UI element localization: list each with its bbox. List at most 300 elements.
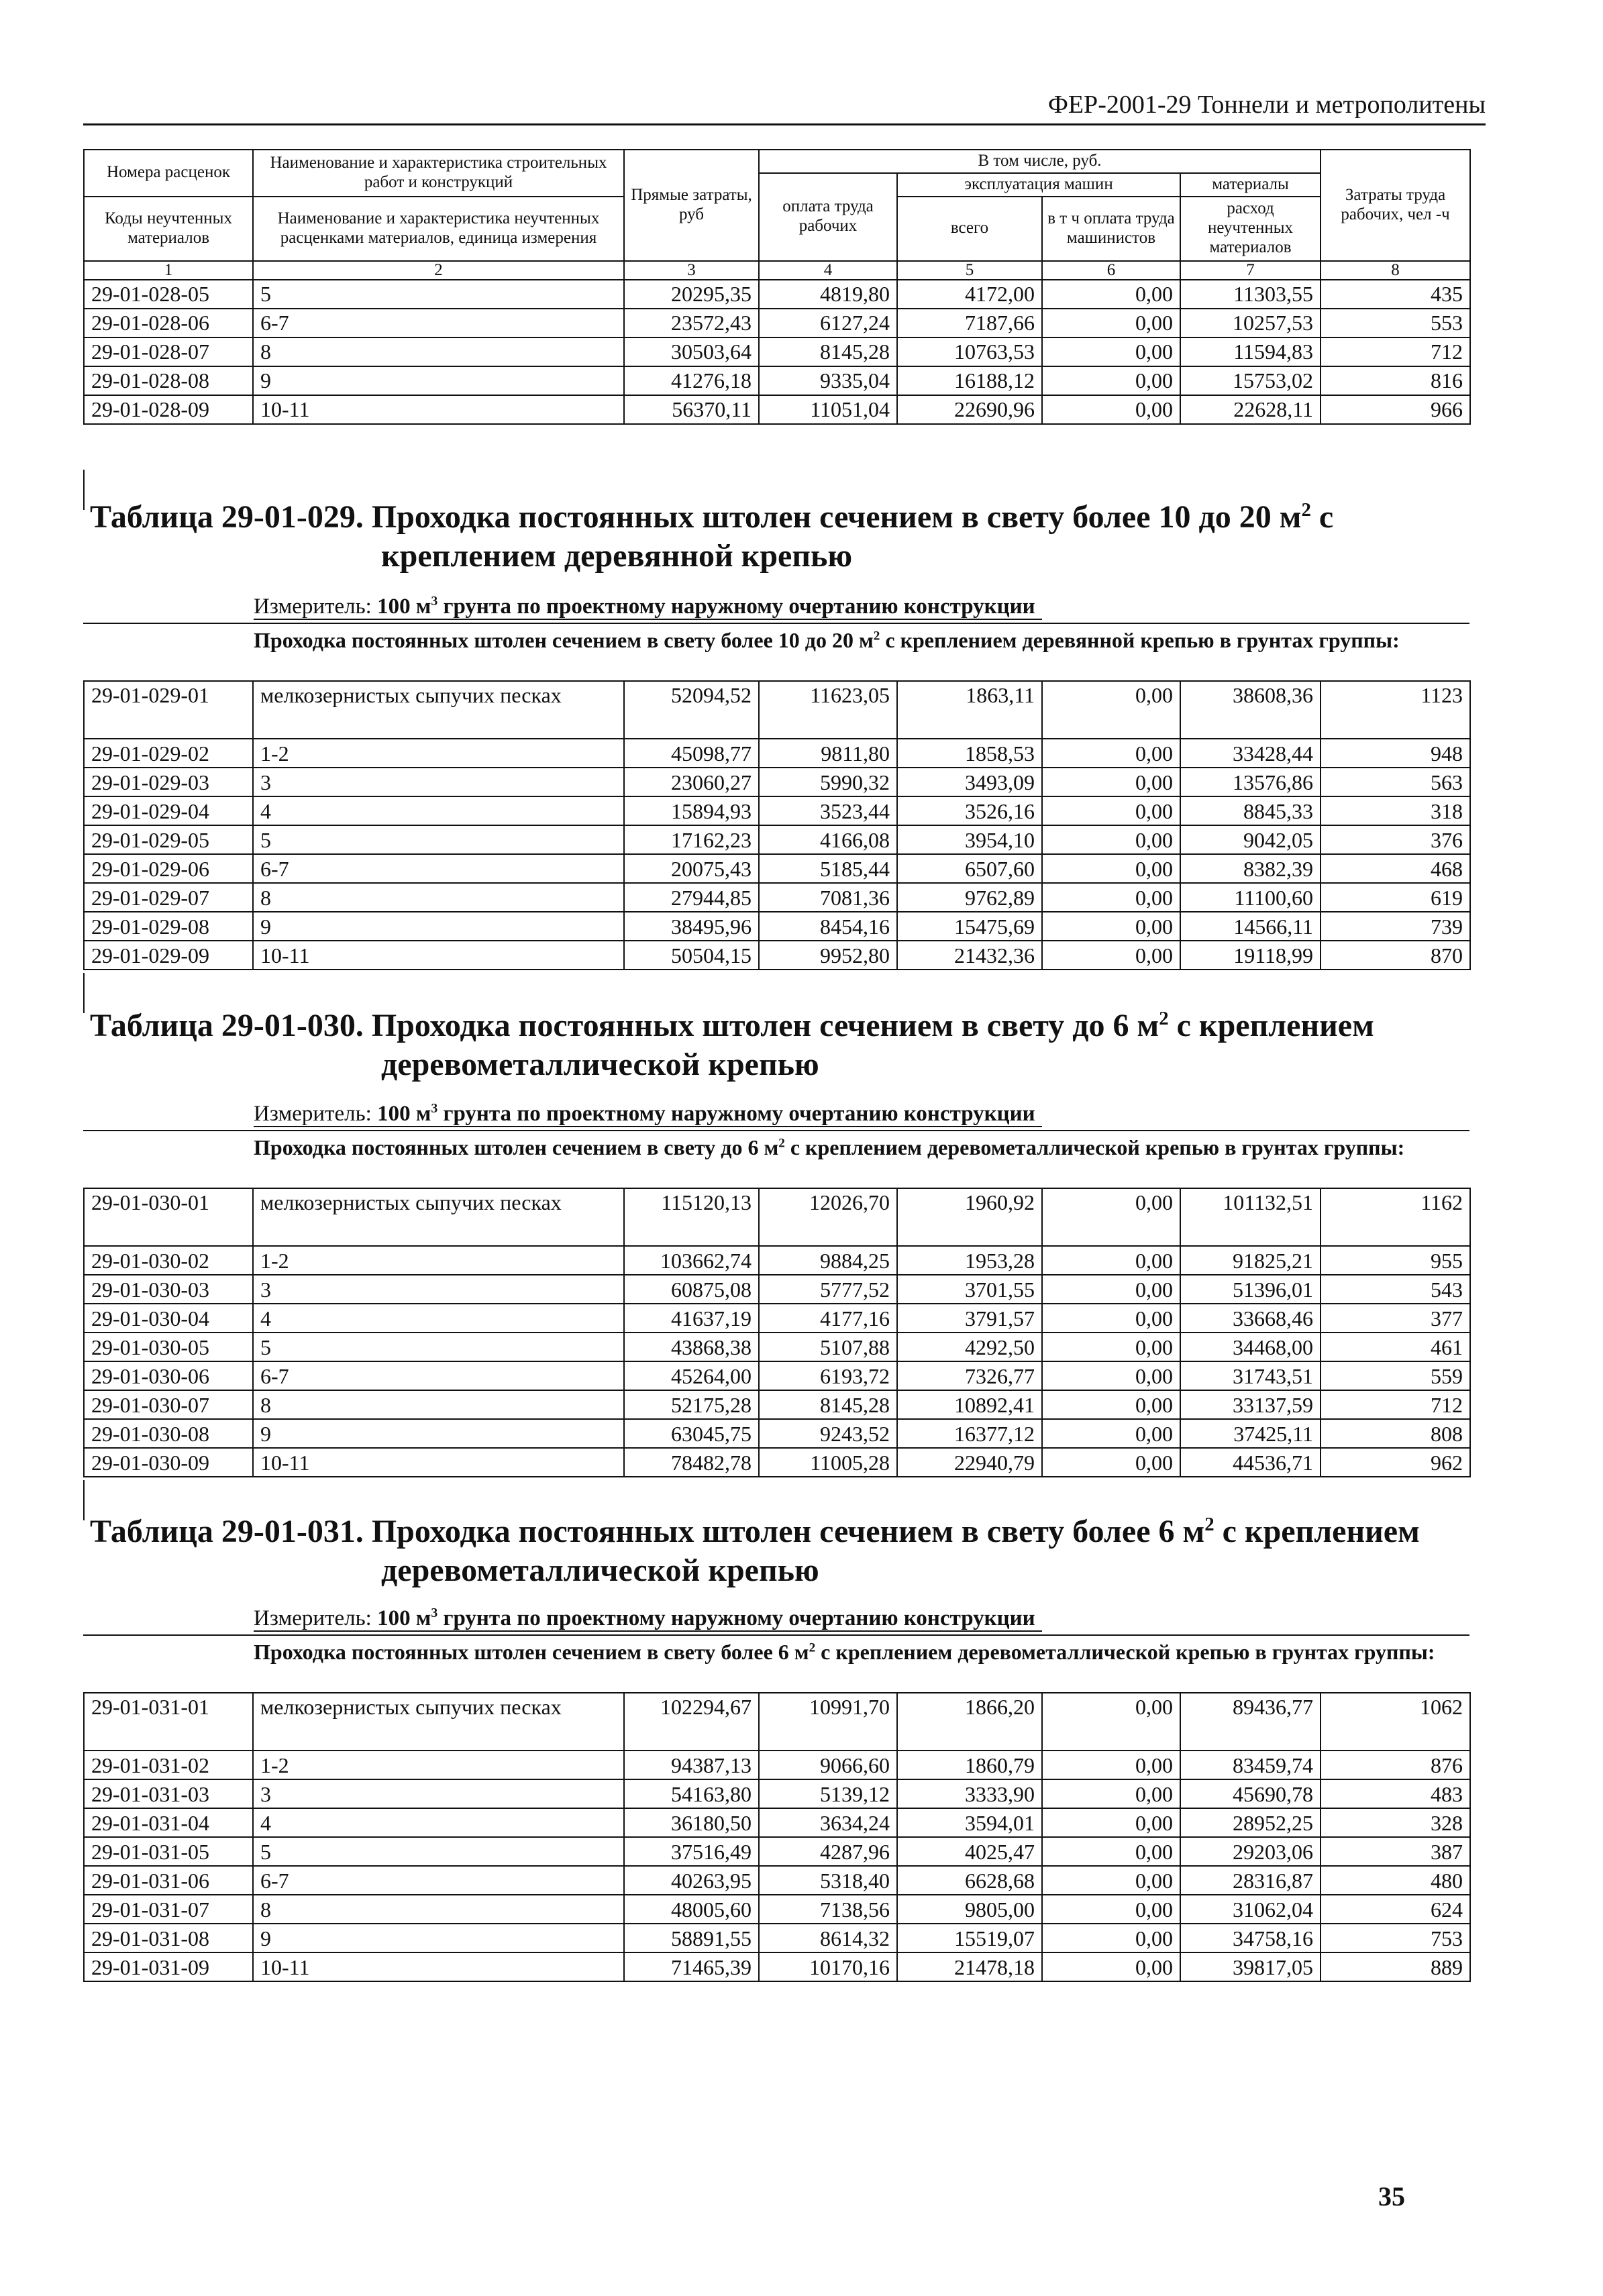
value-cell: 1953,28 <box>897 1246 1042 1275</box>
value-cell: 468 <box>1321 854 1470 883</box>
value-cell: 41637,19 <box>624 1304 759 1333</box>
value-cell: 3634,24 <box>759 1808 897 1837</box>
value-cell: 0,00 <box>1042 1333 1180 1361</box>
value-cell: 45098,77 <box>624 739 759 768</box>
value-cell: 7326,77 <box>897 1361 1042 1390</box>
value-cell: 712 <box>1321 337 1470 366</box>
name-cell: 9 <box>253 366 624 395</box>
table-row <box>84 1693 1470 1751</box>
value-cell: 28952,25 <box>1180 1808 1321 1837</box>
rate-code-cell: 29-01-031-03 <box>84 1779 253 1808</box>
column-number: 1 <box>84 261 253 280</box>
rate-code-cell: 29-01-028-08 <box>84 366 253 395</box>
name-cell: мелкозернистых сыпучих песках <box>253 681 624 739</box>
table-row <box>84 309 1470 337</box>
value-cell: 1123 <box>1321 681 1470 739</box>
table-029 <box>83 680 1471 970</box>
value-cell: 1863,11 <box>897 681 1042 739</box>
col-group-including: В том числе, руб. <box>759 150 1321 173</box>
value-cell: 0,00 <box>1042 1751 1180 1779</box>
value-cell: 3954,10 <box>897 825 1042 854</box>
value-cell: 8614,32 <box>759 1924 897 1952</box>
name-cell: 6-7 <box>253 309 624 337</box>
value-cell: 3791,57 <box>897 1304 1042 1333</box>
name-cell: 4 <box>253 1304 624 1333</box>
value-cell: 3523,44 <box>759 796 897 825</box>
value-cell: 948 <box>1321 739 1470 768</box>
table-030 <box>83 1188 1471 1477</box>
value-cell: 0,00 <box>1042 1808 1180 1837</box>
name-cell: 6-7 <box>253 1866 624 1895</box>
value-cell: 89436,77 <box>1180 1693 1321 1751</box>
value-cell: 17162,23 <box>624 825 759 854</box>
value-cell: 0,00 <box>1042 366 1180 395</box>
value-cell: 1960,92 <box>897 1188 1042 1246</box>
value-cell: 0,00 <box>1042 681 1180 739</box>
value-cell: 94387,13 <box>624 1751 759 1779</box>
value-cell: 5318,40 <box>759 1866 897 1895</box>
value-cell: 4292,50 <box>897 1333 1042 1361</box>
value-cell: 0,00 <box>1042 1952 1180 1981</box>
name-cell: 4 <box>253 796 624 825</box>
value-cell: 0,00 <box>1042 309 1180 337</box>
table-row <box>84 912 1470 941</box>
value-cell: 11623,05 <box>759 681 897 739</box>
name-cell: 9 <box>253 1924 624 1952</box>
value-cell: 7187,66 <box>897 309 1042 337</box>
value-cell: 962 <box>1321 1448 1470 1477</box>
value-cell: 553 <box>1321 309 1470 337</box>
name-cell: 8 <box>253 1895 624 1924</box>
value-cell: 9811,80 <box>759 739 897 768</box>
name-cell: 8 <box>253 883 624 912</box>
value-cell: 0,00 <box>1042 1779 1180 1808</box>
value-cell: 0,00 <box>1042 1361 1180 1390</box>
column-number: 7 <box>1180 261 1321 280</box>
value-cell: 5139,12 <box>759 1779 897 1808</box>
col-worker-pay: оплата труда рабочих <box>759 173 897 261</box>
value-cell: 0,00 <box>1042 1188 1180 1246</box>
table-row <box>84 1895 1470 1924</box>
col-work-name: Наименование и характеристика строительных работ и конструкций <box>253 150 624 197</box>
value-cell: 36180,50 <box>624 1808 759 1837</box>
name-cell: 5 <box>253 825 624 854</box>
value-cell: 103662,74 <box>624 1246 759 1275</box>
value-cell: 4287,96 <box>759 1837 897 1866</box>
name-cell: 10-11 <box>253 941 624 970</box>
value-cell: 30503,64 <box>624 337 759 366</box>
measurement-unit: Измеритель: 100 $м^3$ грунта по проектному наружному очертанию конструкции <box>254 593 1035 620</box>
value-cell: 28316,87 <box>1180 1866 1321 1895</box>
rate-code-cell: 29-01-030-03 <box>84 1275 253 1304</box>
column-numbers-row <box>84 261 1470 280</box>
value-cell: 11594,83 <box>1180 337 1321 366</box>
name-cell: 5 <box>253 280 624 309</box>
column-header-table <box>83 149 1471 425</box>
value-cell: 0,00 <box>1042 1895 1180 1924</box>
rate-code-cell: 29-01-030-07 <box>84 1390 253 1419</box>
column-number: 4 <box>759 261 897 280</box>
col-labor-hours: Затраты труда рабочих, чел -ч <box>1321 150 1470 261</box>
value-cell: 15475,69 <box>897 912 1042 941</box>
value-cell: 9066,60 <box>759 1751 897 1779</box>
name-cell: мелкозернистых сыпучих песках <box>253 1188 624 1246</box>
name-cell: 9 <box>253 1419 624 1448</box>
table-border <box>83 470 85 510</box>
value-cell: 0,00 <box>1042 1246 1180 1275</box>
value-cell: 7081,36 <box>759 883 897 912</box>
col-machinist-pay: в т ч оплата труда машинистов <box>1042 197 1180 261</box>
value-cell: 34468,00 <box>1180 1333 1321 1361</box>
value-cell: 15519,07 <box>897 1924 1042 1952</box>
value-cell: 9335,04 <box>759 366 897 395</box>
measurement-unit: Измеритель: 100 $м^3$ грунта по проектному наружному очертанию конструкции <box>254 1100 1035 1127</box>
value-cell: 56370,11 <box>624 395 759 424</box>
value-cell: 483 <box>1321 1779 1470 1808</box>
value-cell: 22940,79 <box>897 1448 1042 1477</box>
rate-code-cell: 29-01-031-01 <box>84 1693 253 1751</box>
table-row <box>84 280 1470 309</box>
value-cell: 33137,59 <box>1180 1390 1321 1419</box>
table-title: Таблица 29-01-030. Проходка постоянных штолен сечением в свету до 6 $м^2$ с креплением деревометаллической крепью <box>90 1008 1374 1082</box>
value-cell: 21432,36 <box>897 941 1042 970</box>
rate-code-cell: 29-01-029-05 <box>84 825 253 854</box>
col-material-consumption: расход неучтенных материалов <box>1180 197 1321 261</box>
value-cell: 27944,85 <box>624 883 759 912</box>
value-cell: 44536,71 <box>1180 1448 1321 1477</box>
value-cell: 876 <box>1321 1751 1470 1779</box>
name-cell: 3 <box>253 768 624 796</box>
value-cell: 45690,78 <box>1180 1779 1321 1808</box>
value-cell: 13576,86 <box>1180 768 1321 796</box>
value-cell: 16188,12 <box>897 366 1042 395</box>
value-cell: 712 <box>1321 1390 1470 1419</box>
table-row <box>84 1751 1470 1779</box>
table-title: Таблица 29-01-029. Проходка постоянных штолен сечением в свету более 10 до 20 $м^2$ с креплением деревянной крепью <box>90 499 1334 574</box>
value-cell: 31743,51 <box>1180 1361 1321 1390</box>
rate-code-cell: 29-01-028-09 <box>84 395 253 424</box>
value-cell: 31062,04 <box>1180 1895 1321 1924</box>
name-cell: 6-7 <box>253 854 624 883</box>
rate-code-cell: 29-01-029-04 <box>84 796 253 825</box>
value-cell: 0,00 <box>1042 912 1180 941</box>
rate-code-cell: 29-01-031-09 <box>84 1952 253 1981</box>
value-cell: 8845,33 <box>1180 796 1321 825</box>
column-number: 8 <box>1321 261 1470 280</box>
value-cell: 808 <box>1321 1419 1470 1448</box>
value-cell: 3493,09 <box>897 768 1042 796</box>
value-cell: 563 <box>1321 768 1470 796</box>
value-cell: 0,00 <box>1042 883 1180 912</box>
value-cell: 8454,16 <box>759 912 897 941</box>
table-row <box>84 681 1470 739</box>
rate-code-cell: 29-01-028-06 <box>84 309 253 337</box>
rate-code-cell: 29-01-031-05 <box>84 1837 253 1866</box>
col-group-machines: эксплуатация машин <box>897 173 1180 197</box>
name-cell: 10-11 <box>253 395 624 424</box>
value-cell: 624 <box>1321 1895 1470 1924</box>
page-number: 35 <box>1378 2181 1405 2211</box>
value-cell: 4177,16 <box>759 1304 897 1333</box>
value-cell: 377 <box>1321 1304 1470 1333</box>
rate-code-cell: 29-01-030-06 <box>84 1361 253 1390</box>
value-cell: 21478,18 <box>897 1952 1042 1981</box>
rate-code-cell: 29-01-029-06 <box>84 854 253 883</box>
value-cell: 0,00 <box>1042 1924 1180 1952</box>
rate-code-cell: 29-01-031-06 <box>84 1866 253 1895</box>
value-cell: 0,00 <box>1042 941 1180 970</box>
value-cell: 10892,41 <box>897 1390 1042 1419</box>
value-cell: 816 <box>1321 366 1470 395</box>
table-row <box>84 854 1470 883</box>
value-cell: 10170,16 <box>759 1952 897 1981</box>
value-cell: 1860,79 <box>897 1751 1042 1779</box>
table-row <box>84 366 1470 395</box>
table-row <box>84 1419 1470 1448</box>
value-cell: 11303,55 <box>1180 280 1321 309</box>
document-title: ФЕР-2001-29 Тоннели и метрополитены <box>1047 91 1486 119</box>
value-cell: 91825,21 <box>1180 1246 1321 1275</box>
work-group-heading: Проходка постоянных штолен сечением в свету до 6 $м^2$ с креплением деревометаллической крепью в грунтах группы: <box>254 1135 1405 1159</box>
value-cell: 40263,95 <box>624 1866 759 1895</box>
table-row <box>84 1275 1470 1304</box>
rate-code-cell: 29-01-030-01 <box>84 1188 253 1246</box>
value-cell: 11005,28 <box>759 1448 897 1477</box>
table-row <box>84 1837 1470 1866</box>
rate-code-cell: 29-01-029-03 <box>84 768 253 796</box>
value-cell: 12026,70 <box>759 1188 897 1246</box>
value-cell: 23060,27 <box>624 768 759 796</box>
col-material-name: Наименование и характеристика неучтенных расценками материалов, единица измерения <box>253 197 624 261</box>
value-cell: 543 <box>1321 1275 1470 1304</box>
value-cell: 3526,16 <box>897 796 1042 825</box>
column-number: 2 <box>253 261 624 280</box>
value-cell: 4172,00 <box>897 280 1042 309</box>
table-row <box>84 739 1470 768</box>
value-cell: 9243,52 <box>759 1419 897 1448</box>
work-group-heading: Проходка постоянных штолен сечением в свету более 10 до 20 $м^2$ с креплением деревянной крепью в грунтах группы: <box>254 628 1400 652</box>
value-cell: 52094,52 <box>624 681 759 739</box>
value-cell: 10763,53 <box>897 337 1042 366</box>
value-cell: 328 <box>1321 1808 1470 1837</box>
name-cell: 4 <box>253 1808 624 1837</box>
value-cell: 1866,20 <box>897 1693 1042 1751</box>
value-cell: 0,00 <box>1042 739 1180 768</box>
value-cell: 102294,67 <box>624 1693 759 1751</box>
name-cell: 5 <box>253 1837 624 1866</box>
value-cell: 101132,51 <box>1180 1188 1321 1246</box>
table-row <box>84 796 1470 825</box>
value-cell: 7138,56 <box>759 1895 897 1924</box>
rate-code-cell: 29-01-031-08 <box>84 1924 253 1952</box>
value-cell: 50504,15 <box>624 941 759 970</box>
value-cell: 8382,39 <box>1180 854 1321 883</box>
value-cell: 0,00 <box>1042 337 1180 366</box>
value-cell: 1858,53 <box>897 739 1042 768</box>
value-cell: 6127,24 <box>759 309 897 337</box>
value-cell: 45264,00 <box>624 1361 759 1390</box>
table-row <box>84 1448 1470 1477</box>
rate-code-cell: 29-01-028-05 <box>84 280 253 309</box>
name-cell: 9 <box>253 912 624 941</box>
table-row <box>84 1304 1470 1333</box>
value-cell: 48005,60 <box>624 1895 759 1924</box>
value-cell: 739 <box>1321 912 1470 941</box>
value-cell: 376 <box>1321 825 1470 854</box>
table-row <box>84 1779 1470 1808</box>
value-cell: 0,00 <box>1042 1693 1180 1751</box>
table-row <box>84 825 1470 854</box>
name-cell: 5 <box>253 1333 624 1361</box>
rate-code-cell: 29-01-029-08 <box>84 912 253 941</box>
value-cell: 6507,60 <box>897 854 1042 883</box>
table-row <box>84 1808 1470 1837</box>
value-cell: 5185,44 <box>759 854 897 883</box>
name-cell: мелкозернистых сыпучих песках <box>253 1693 624 1751</box>
rate-code-cell: 29-01-030-04 <box>84 1304 253 1333</box>
rate-code-cell: 29-01-030-08 <box>84 1419 253 1448</box>
running-header <box>83 86 1486 125</box>
value-cell: 8145,28 <box>759 1390 897 1419</box>
col-material-codes: Коды неучтенных материалов <box>84 197 253 261</box>
value-cell: 9805,00 <box>897 1895 1042 1924</box>
work-group-heading: Проходка постоянных штолен сечением в свету более 6 $м^2$ с креплением деревометаллической крепью в грунтах группы: <box>254 1640 1435 1664</box>
value-cell: 3333,90 <box>897 1779 1042 1808</box>
value-cell: 9762,89 <box>897 883 1042 912</box>
value-cell: 11051,04 <box>759 395 897 424</box>
value-cell: 461 <box>1321 1333 1470 1361</box>
value-cell: 29203,06 <box>1180 1837 1321 1866</box>
value-cell: 37516,49 <box>624 1837 759 1866</box>
col-direct-costs: Прямые затраты, руб <box>624 150 759 261</box>
value-cell: 6628,68 <box>897 1866 1042 1895</box>
table-row <box>84 941 1470 970</box>
value-cell: 33428,44 <box>1180 739 1321 768</box>
value-cell: 0,00 <box>1042 1448 1180 1477</box>
name-cell: 1-2 <box>253 1751 624 1779</box>
rate-code-cell: 29-01-031-04 <box>84 1808 253 1837</box>
value-cell: 38608,36 <box>1180 681 1321 739</box>
value-cell: 0,00 <box>1042 1866 1180 1895</box>
value-cell: 4819,80 <box>759 280 897 309</box>
value-cell: 38495,96 <box>624 912 759 941</box>
value-cell: 14566,11 <box>1180 912 1321 941</box>
value-cell: 9884,25 <box>759 1246 897 1275</box>
value-cell: 870 <box>1321 941 1470 970</box>
value-cell: 480 <box>1321 1866 1470 1895</box>
table-031 <box>83 1692 1471 1982</box>
value-cell: 6193,72 <box>759 1361 897 1390</box>
value-cell: 71465,39 <box>624 1952 759 1981</box>
table-title: Таблица 29-01-031. Проходка постоянных штолен сечением в свету более 6 $м^2$ с креплением деревометаллической крепью <box>90 1514 1420 1588</box>
rate-code-cell: 29-01-030-02 <box>84 1246 253 1275</box>
value-cell: 9952,80 <box>759 941 897 970</box>
value-cell: 16377,12 <box>897 1419 1042 1448</box>
value-cell: 20075,43 <box>624 854 759 883</box>
value-cell: 8145,28 <box>759 337 897 366</box>
value-cell: 0,00 <box>1042 768 1180 796</box>
value-cell: 19118,99 <box>1180 941 1321 970</box>
table-row <box>84 337 1470 366</box>
column-number: 5 <box>897 261 1042 280</box>
value-cell: 22690,96 <box>897 395 1042 424</box>
value-cell: 60875,08 <box>624 1275 759 1304</box>
value-cell: 753 <box>1321 1924 1470 1952</box>
value-cell: 39817,05 <box>1180 1952 1321 1981</box>
name-cell: 1-2 <box>253 739 624 768</box>
value-cell: 41276,18 <box>624 366 759 395</box>
value-cell: 1062 <box>1321 1693 1470 1751</box>
rate-code-cell: 29-01-029-01 <box>84 681 253 739</box>
value-cell: 10991,70 <box>759 1693 897 1751</box>
value-cell: 37425,11 <box>1180 1419 1321 1448</box>
value-cell: 4166,08 <box>759 825 897 854</box>
value-cell: 10257,53 <box>1180 309 1321 337</box>
name-cell: 8 <box>253 337 624 366</box>
column-number: 3 <box>624 261 759 280</box>
table-row <box>84 768 1470 796</box>
value-cell: 966 <box>1321 395 1470 424</box>
col-rate-numbers: Номера расценок <box>84 150 253 197</box>
table-row <box>84 1390 1470 1419</box>
value-cell: 3701,55 <box>897 1275 1042 1304</box>
rate-code-cell: 29-01-031-07 <box>84 1895 253 1924</box>
table-row <box>84 1333 1470 1361</box>
value-cell: 23572,43 <box>624 309 759 337</box>
value-cell: 43868,38 <box>624 1333 759 1361</box>
value-cell: 115120,13 <box>624 1188 759 1246</box>
value-cell: 0,00 <box>1042 1419 1180 1448</box>
value-cell: 52175,28 <box>624 1390 759 1419</box>
name-cell: 8 <box>253 1390 624 1419</box>
rate-code-cell: 29-01-028-07 <box>84 337 253 366</box>
name-cell: 3 <box>253 1779 624 1808</box>
value-cell: 33668,46 <box>1180 1304 1321 1333</box>
rate-code-cell: 29-01-029-02 <box>84 739 253 768</box>
value-cell: 34758,16 <box>1180 1924 1321 1952</box>
value-cell: 5777,52 <box>759 1275 897 1304</box>
table-row <box>84 1866 1470 1895</box>
value-cell: 0,00 <box>1042 1304 1180 1333</box>
name-cell: 10-11 <box>253 1448 624 1477</box>
value-cell: 51396,01 <box>1180 1275 1321 1304</box>
rate-code-cell: 29-01-031-02 <box>84 1751 253 1779</box>
value-cell: 3594,01 <box>897 1808 1042 1837</box>
value-cell: 0,00 <box>1042 854 1180 883</box>
value-cell: 1162 <box>1321 1188 1470 1246</box>
value-cell: 5990,32 <box>759 768 897 796</box>
value-cell: 63045,75 <box>624 1419 759 1448</box>
name-cell: 1-2 <box>253 1246 624 1275</box>
table-row <box>84 1952 1470 1981</box>
table-row <box>84 1188 1470 1246</box>
value-cell: 435 <box>1321 280 1470 309</box>
value-cell: 9042,05 <box>1180 825 1321 854</box>
rate-code-cell: 29-01-029-07 <box>84 883 253 912</box>
col-group-materials: материалы <box>1180 173 1321 197</box>
value-cell: 387 <box>1321 1837 1470 1866</box>
value-cell: 58891,55 <box>624 1924 759 1952</box>
rate-code-cell: 29-01-030-09 <box>84 1448 253 1477</box>
rate-code-cell: 29-01-029-09 <box>84 941 253 970</box>
value-cell: 889 <box>1321 1952 1470 1981</box>
value-cell: 0,00 <box>1042 1390 1180 1419</box>
value-cell: 619 <box>1321 883 1470 912</box>
value-cell: 0,00 <box>1042 825 1180 854</box>
value-cell: 22628,11 <box>1180 395 1321 424</box>
value-cell: 78482,78 <box>624 1448 759 1477</box>
name-cell: 10-11 <box>253 1952 624 1981</box>
